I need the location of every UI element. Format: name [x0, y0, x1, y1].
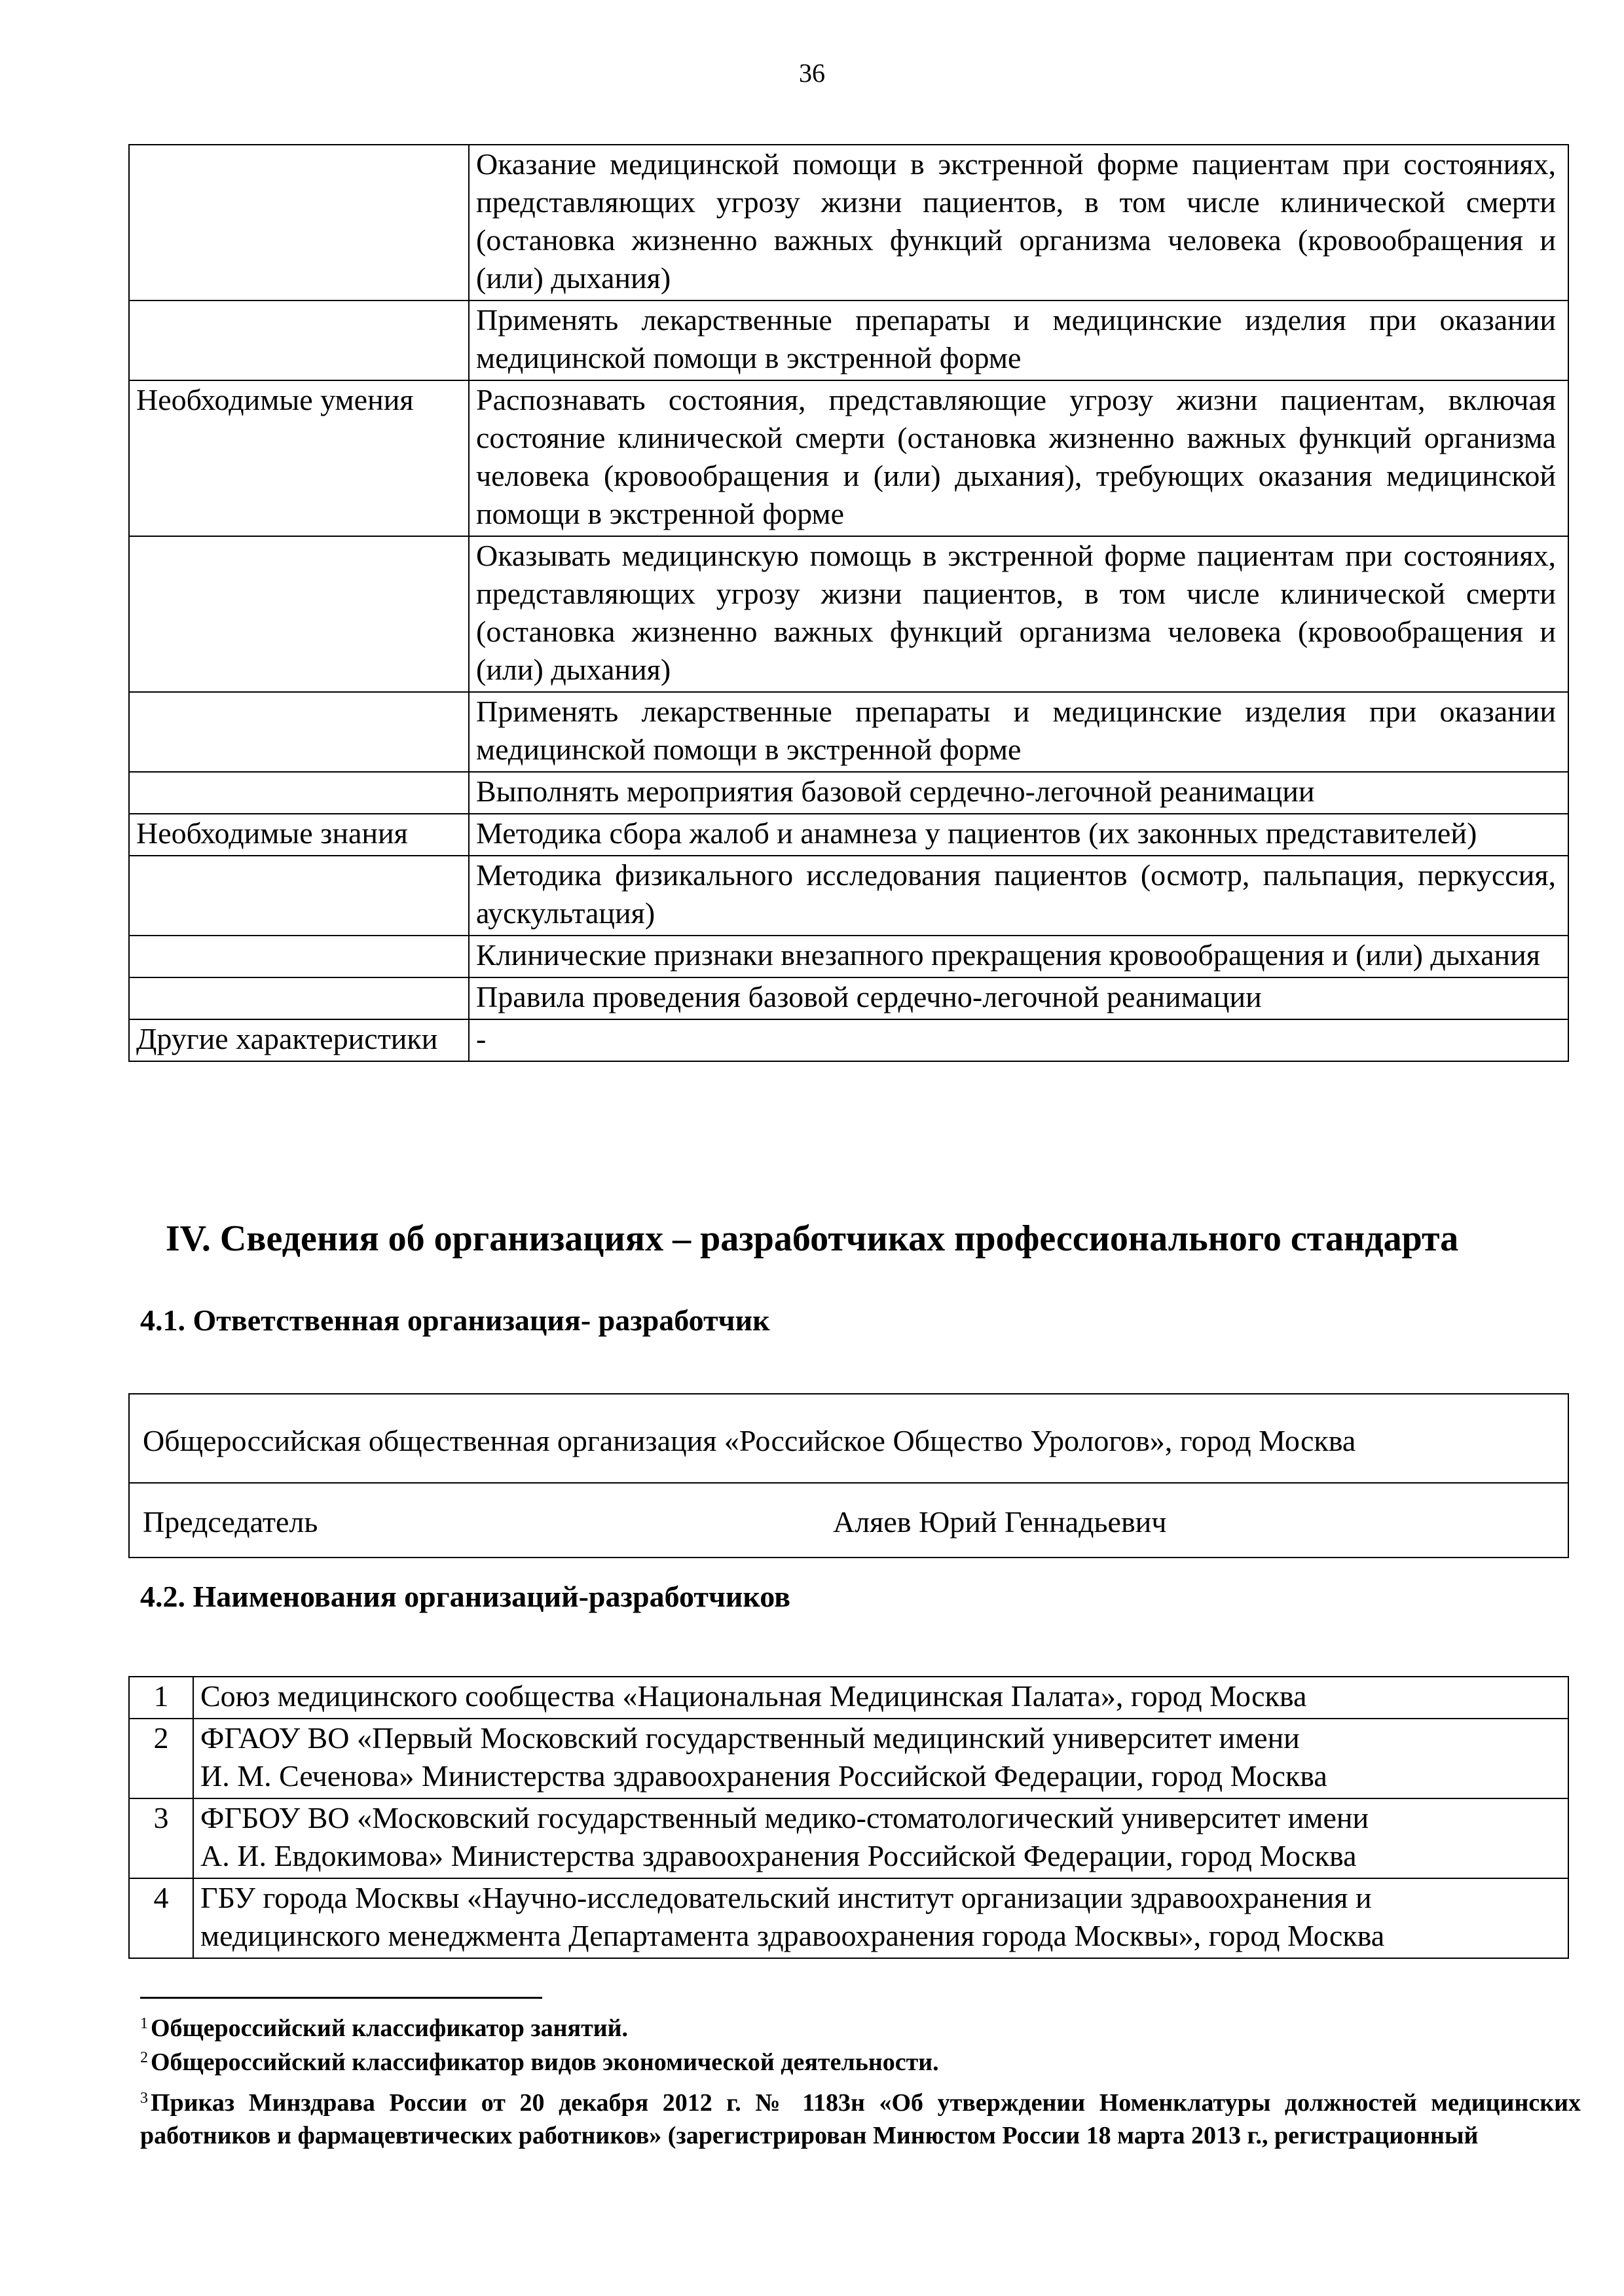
section-title: IV. Сведения об организациях – разработчиках профессионального стандарта [165, 1218, 1459, 1259]
org-name-line: ГБУ города Москвы «Научно-исследовательский институт организации здравоохранения и [200, 1881, 1372, 1914]
row-value: Применять лекарственные препараты и медицинские изделия при оказании медицинской помощи в экстренной форме [469, 692, 1568, 772]
row-label: Другие характеристики [129, 1019, 469, 1061]
row-label [129, 145, 469, 301]
org-name-line: ФГАОУ ВО «Первый Московский государственный медицинский университет имени [200, 1721, 1300, 1755]
table-row [129, 145, 1568, 301]
chair-label: Председатель [143, 1505, 318, 1539]
org-name-line: ФГБОУ ВО «Московский государственный медико-стоматологический университет имени [200, 1801, 1369, 1834]
table-row [129, 1019, 1568, 1061]
row-number: 3 [129, 1798, 193, 1878]
org-name-line: медицинского менеджмента Департамента здравоохранения города Москвы», город Москва [200, 1919, 1385, 1952]
row-label: Необходимые умения [129, 380, 469, 536]
developer-orgs-table [128, 1676, 1569, 1959]
table-row [129, 380, 1568, 536]
row-value: Оказывать медицинскую помощь в экстренной форме пациентам при состояниях, представляющих угрозу жизни пациентов, в том числе клинической смерти (остановка жизненно важных функций организма человека (кровообращения и (или) дыхания) [469, 536, 1568, 692]
row-value: Распознавать состояния, представляющие угрозу жизни пациентам, включая состояние клинической смерти (остановка жизненно важных функций организма человека (кровообращения и (или) дыхания), требующих оказания медицинской помощи в экстренной форме [469, 380, 1568, 536]
row-label [129, 536, 469, 692]
footnote-3 [140, 2082, 1581, 2152]
responsible-org-name: Общероссийская общественная организация «Российское Общество Урологов», город Москва [143, 1424, 1356, 1457]
footnote-2 [140, 2048, 939, 2077]
row-label [129, 977, 469, 1019]
developer-org-row [129, 1798, 1568, 1878]
row-value: Выполнять мероприятия базовой сердечно-легочной реанимации [469, 772, 1568, 814]
row-value: - [469, 1019, 1568, 1061]
table-row [129, 301, 1568, 380]
developer-org-name [193, 1677, 1568, 1719]
developer-org-row [129, 1719, 1568, 1798]
developer-orgs-heading: 4.2. Наименования организаций-разработчиков [140, 1580, 790, 1613]
footnote-1-mark: 1 [140, 2015, 148, 2032]
org-name-line: А. И. Евдокимова» Министерства здравоохранения Российской Федерации, город Москва [200, 1839, 1357, 1872]
functions-table [128, 144, 1569, 1062]
table-row [129, 536, 1568, 692]
row-value: Клинические признаки внезапного прекращения кровообращения и (или) дыхания [469, 936, 1568, 977]
org-name-line: Союз медицинского сообщества «Национальная Медицинская Палата», город Москва [200, 1679, 1307, 1713]
responsible-org-heading: 4.1. Ответственная организация- разработчик [140, 1303, 770, 1337]
responsible-org-box [128, 1393, 1569, 1558]
table-row [129, 692, 1568, 772]
footnote-2-mark: 2 [140, 2049, 148, 2066]
row-label: Необходимые знания [129, 814, 469, 856]
row-value: Применять лекарственные препараты и медицинские изделия при оказании медицинской помощи в экстренной форме [469, 301, 1568, 380]
row-label [129, 301, 469, 380]
table-row [129, 772, 1568, 814]
row-number: 4 [129, 1878, 193, 1958]
responsible-org-row [130, 1394, 1568, 1484]
row-number: 1 [129, 1677, 193, 1719]
row-label [129, 692, 469, 772]
footnote-3-mark: 3 [140, 2090, 148, 2107]
table-row [129, 977, 1568, 1019]
table-row [129, 856, 1568, 936]
developer-org-row [129, 1677, 1568, 1719]
row-value: Правила проведения базовой сердечно-легочной реанимации [469, 977, 1568, 1019]
footnote-1-text: Общероссийский классификатор занятий. [151, 2014, 629, 2042]
footnote-2-text: Общероссийский классификатор видов экономической деятельности. [151, 2049, 939, 2076]
row-value: Методика физикального исследования пациентов (осмотр, пальпация, перкуссия, аускультация) [469, 856, 1568, 936]
footnote-divider [140, 1997, 542, 1999]
footnote-1 [140, 2014, 628, 2043]
page-number: 36 [799, 58, 825, 88]
footnote-3-text: Приказ Минздрава России от 20 декабря 2012 г. № 1183н «Об утверждении Номенклатуры должностей медицинских работников и фармацевтических работников» (зарегистрирован Минюстом России 18 марта 2013 г., регистрационный [140, 2089, 1581, 2149]
row-label [129, 936, 469, 977]
developer-org-name [193, 1798, 1568, 1878]
chair-name: Аляев Юрий Геннадьевич [833, 1505, 1167, 1539]
row-value: Методика сбора жалоб и анамнеза у пациентов (их законных представителей) [469, 814, 1568, 856]
row-number: 2 [129, 1719, 193, 1798]
developer-org-name [193, 1719, 1568, 1798]
developer-org-name [193, 1878, 1568, 1958]
org-name-line: И. М. Сеченова» Министерства здравоохранения Российской Федерации, город Москва [200, 1759, 1327, 1793]
table-row [129, 814, 1568, 856]
table-row [129, 936, 1568, 977]
row-label [129, 772, 469, 814]
row-value: Оказание медицинской помощи в экстренной форме пациентам при состояниях, представляющих угрозу жизни пациентов, в том числе клинической смерти (остановка жизненно важных функций организма человека (кровообращения и (или) дыхания) [469, 145, 1568, 301]
developer-org-row [129, 1878, 1568, 1958]
row-label [129, 856, 469, 936]
